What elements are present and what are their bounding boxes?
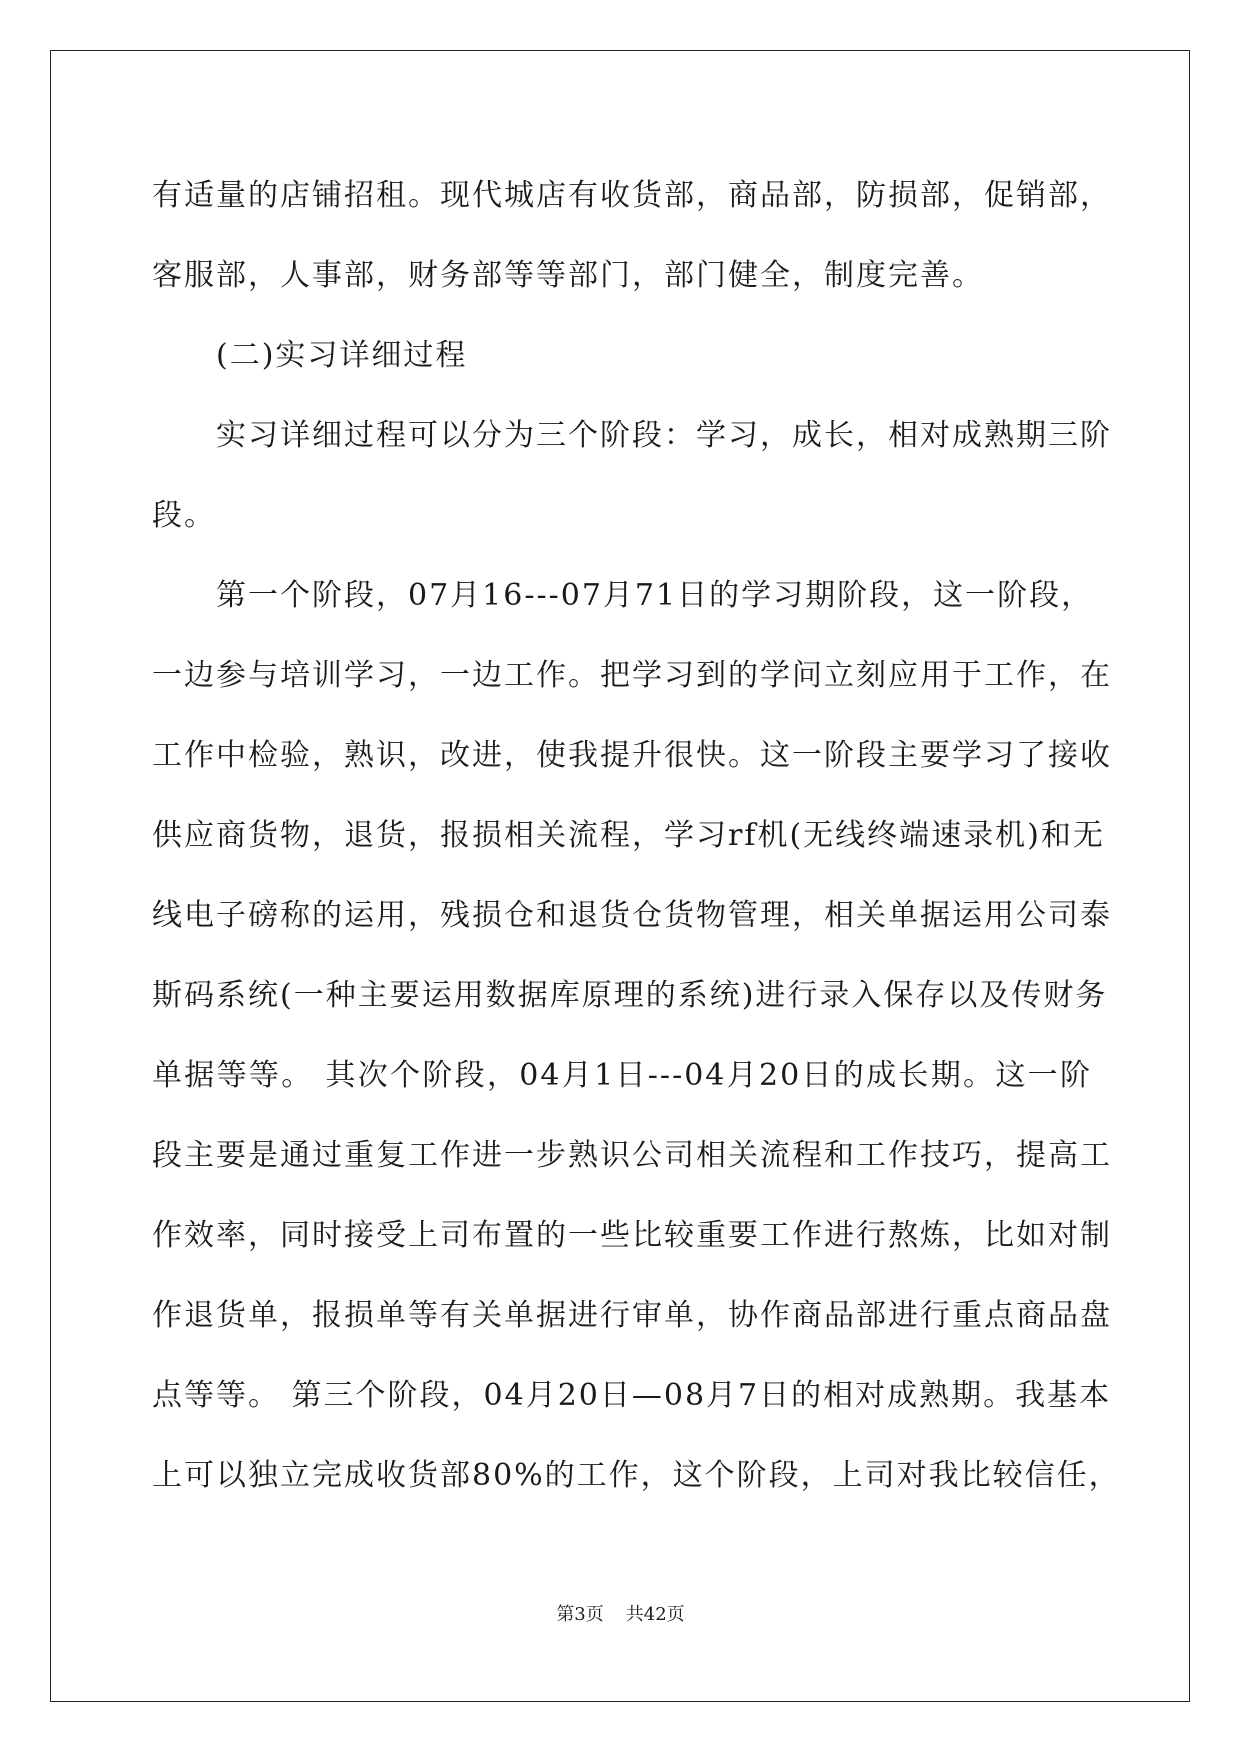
body-line: 线电子磅称的运用，残损仓和退货仓货物管理，相关单据运用公司泰 bbox=[152, 898, 1112, 933]
body-line: 供应商货物，退货，报损相关流程，学习rf机(无线终端速录机)和无 bbox=[152, 818, 1105, 853]
body-line: 斯码系统(一种主要运用数据库原理的系统)进行录入保存以及传财务 bbox=[152, 978, 1108, 1013]
page-number: 第3页 bbox=[556, 1604, 604, 1625]
body-line: 第一个阶段，07月16---07月71日的学习期阶段，这一阶段， bbox=[216, 578, 1094, 613]
body-line: 客服部，人事部，财务部等等部门，部门健全，制度完善。 bbox=[152, 258, 984, 293]
body-line: 实习详细过程可以分为三个阶段：学习，成长，相对成熟期三阶 bbox=[216, 418, 1112, 453]
page-total: 共42页 bbox=[625, 1604, 685, 1625]
body-line: 一边参与培训学习，一边工作。把学习到的学问立刻应用于工作，在 bbox=[152, 658, 1112, 693]
body-line: 工作中检验，熟识，改进，使我提升很快。这一阶段主要学习了接收 bbox=[152, 738, 1112, 773]
body-line: 段主要是通过重复工作进一步熟识公司相关流程和工作技巧，提高工 bbox=[152, 1138, 1112, 1173]
body-line: 单据等等。 其次个阶段，04月1日---04月20日的成长期。这一阶 bbox=[152, 1058, 1092, 1093]
page-footer bbox=[0, 1600, 1241, 1626]
body-line: 作退货单，报损单等有关单据进行审单，协作商品部进行重点商品盘 bbox=[152, 1298, 1112, 1333]
page-border bbox=[50, 50, 1190, 1702]
body-line: 点等等。 第三个阶段，04月20日—08月7日的相对成熟期。我基本 bbox=[152, 1378, 1112, 1413]
body-line: 有适量的店铺招租。现代城店有收货部，商品部，防损部，促销部， bbox=[152, 178, 1112, 213]
body-line: 段。 bbox=[152, 498, 216, 533]
body-line: 作效率，同时接受上司布置的一些比较重要工作进行熬炼，比如对制 bbox=[152, 1218, 1112, 1253]
body-line: 上可以独立完成收货部80%的工作，这个阶段，上司对我比较信任， bbox=[152, 1458, 1121, 1493]
section-heading: (二)实习详细过程 bbox=[216, 338, 468, 373]
